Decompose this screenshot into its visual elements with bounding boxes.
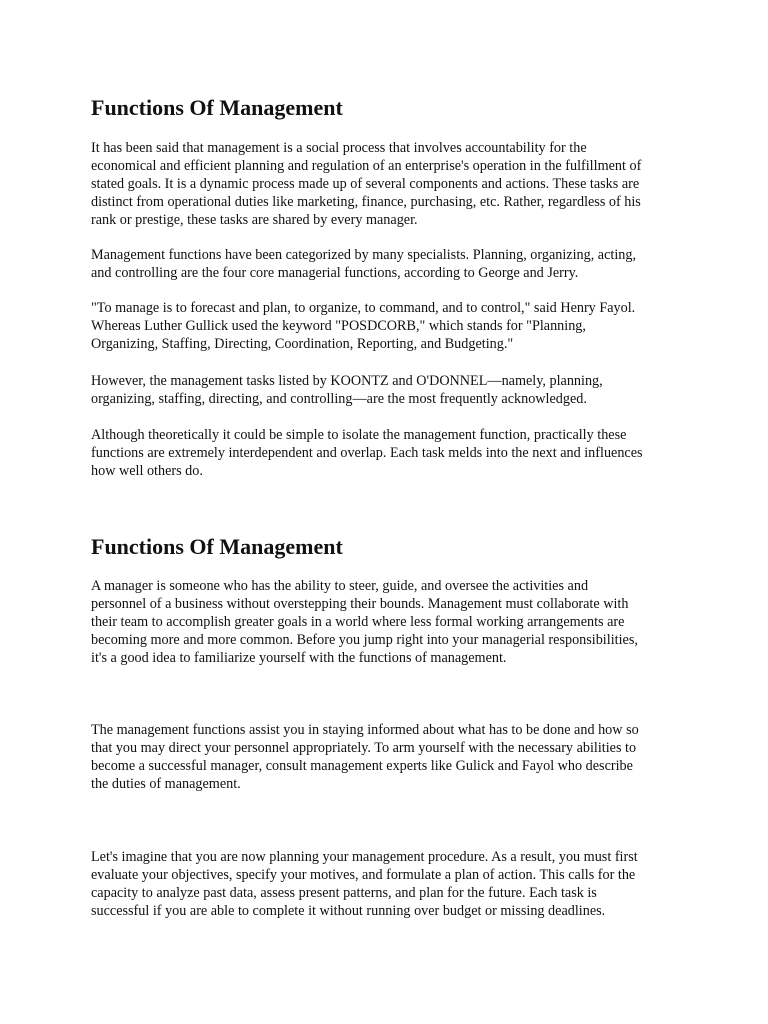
text-line: However, the management tasks listed by KOONTZ and O'DONNEL—namely, planning, bbox=[91, 373, 603, 389]
text-line: becoming more and more common. Before you jump right into your managerial responsibilities, bbox=[91, 632, 638, 648]
text-line: Although theoretically it could be simple to isolate the management function, practically these bbox=[91, 427, 627, 443]
text-line: evaluate your objectives, specify your motives, and formulate a plan of action. This calls for the bbox=[91, 867, 636, 883]
section-1-paragraph-3 bbox=[91, 299, 687, 353]
section-1-paragraph-2 bbox=[91, 246, 687, 282]
text-line: that you may direct your personnel appropriately. To arm yourself with the necessary abilities to bbox=[91, 740, 637, 756]
text-line: how well others do. bbox=[91, 463, 203, 479]
text-line: functions are extremely interdependent and overlap. Each task melds into the next and influences bbox=[91, 445, 643, 461]
text-line: economical and efficient planning and regulation of an enterprise's operation in the fulfillment of bbox=[91, 158, 642, 174]
text-line: It has been said that management is a social process that involves accountability for the bbox=[91, 140, 587, 156]
text-line: become a successful manager, consult management experts like Gulick and Fayol who describe bbox=[91, 758, 633, 774]
text-line: Let's imagine that you are now planning your management procedure. As a result, you must first bbox=[91, 849, 638, 865]
text-line: Management functions have been categorized by many specialists. Planning, organizing, acting, bbox=[91, 247, 637, 263]
text-line: their team to accomplish greater goals in a world where less formal working arrangements are bbox=[91, 614, 625, 630]
text-line: personnel of a business without overstepping their bounds. Management must collaborate with bbox=[91, 596, 629, 612]
text-line: it's a good idea to familiarize yourself with the functions of management. bbox=[91, 650, 507, 666]
text-line: distinct from operational duties like marketing, finance, purchasing, etc. Rather, regardless of his bbox=[91, 194, 641, 210]
section-2-paragraph-2 bbox=[91, 721, 687, 793]
section-1-heading: Functions Of Management bbox=[91, 95, 343, 120]
text-line: stated goals. It is a dynamic process made up of several components and actions. These tasks are bbox=[91, 176, 640, 192]
section-1-paragraph-1 bbox=[91, 139, 687, 229]
text-line: and controlling are the four core managerial functions, according to George and Jerry. bbox=[91, 265, 579, 281]
text-line: Whereas Luther Gullick used the keyword "POSDCORB," which stands for "Planning, bbox=[91, 318, 586, 334]
text-line: Organizing, Staffing, Directing, Coordination, Reporting, and Budgeting." bbox=[91, 336, 514, 352]
text-line: successful if you are able to complete it without running over budget or missing deadlines. bbox=[91, 903, 606, 919]
section-2-paragraph-1 bbox=[91, 577, 687, 667]
text-line: The management functions assist you in staying informed about what has to be done and how so bbox=[91, 722, 639, 738]
section-2-paragraph-3 bbox=[91, 848, 687, 920]
section-1-paragraph-5 bbox=[91, 426, 687, 480]
text-line: organizing, staffing, directing, and controlling—are the most frequently acknowledged. bbox=[91, 391, 587, 407]
text-line: the duties of management. bbox=[91, 776, 241, 792]
text-line: "To manage is to forecast and plan, to organize, to command, and to control," said Henry Fayol. bbox=[91, 300, 636, 316]
text-line: rank or prestige, these tasks are shared by every manager. bbox=[91, 212, 418, 228]
text-line: capacity to analyze past data, assess present patterns, and plan for the future. Each task is bbox=[91, 885, 597, 901]
section-1-paragraph-4 bbox=[91, 372, 687, 408]
text-line: A manager is someone who has the ability to steer, guide, and oversee the activities and bbox=[91, 578, 589, 594]
section-2-heading: Functions Of Management bbox=[91, 534, 343, 559]
